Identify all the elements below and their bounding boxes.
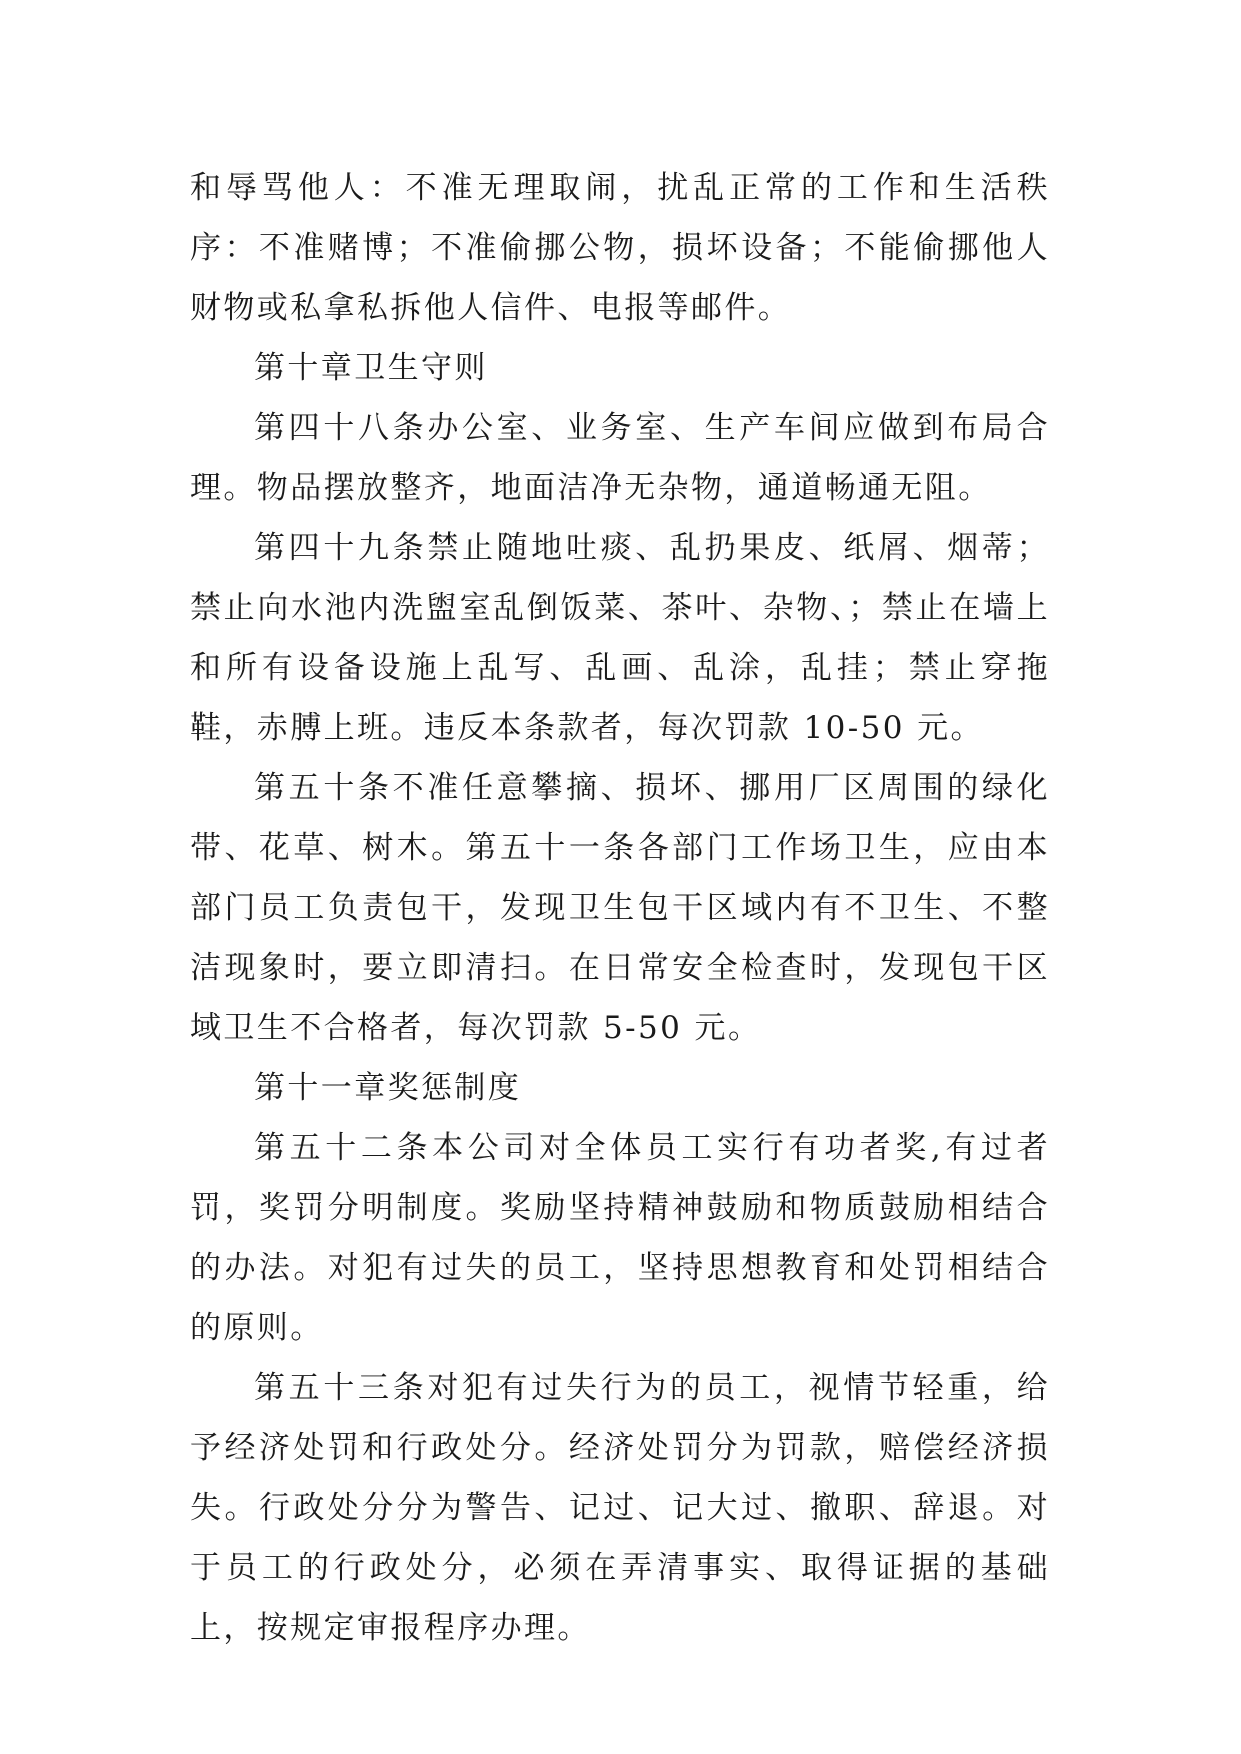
chapter-heading-11: 第十一章奖惩制度 [254, 1070, 522, 1106]
article-50-51: 第五十条不准任意攀摘、损坏、挪用厂区周围的绿化带、花草、树木。第五十一条各部门工作场卫生，应由本部门员工负责包干，发现卫生包干区域内有不卫生、不整洁现象时，要立即清扫。在日常安全检查时，发现包干区域卫生不合格者，每次罚款 5-50 元。 [190, 770, 1050, 1046]
paragraph-continued: 和辱骂他人：不准无理取闹，扰乱正常的工作和生活秩序：不准赌博；不准偷挪公物，损坏设备；不能偷挪他人财物或私拿私拆他人信件、电报等邮件。 [190, 170, 1050, 326]
article-48: 第四十八条办公室、业务室、生产车间应做到布局合理。物品摆放整齐，地面洁净无杂物，通道畅通无阻。 [190, 410, 1050, 506]
article-53: 第五十三条对犯有过失行为的员工，视情节轻重，给予经济处罚和行政处分。经济处罚分为罚款，赔偿经济损失。行政处分分为警告、记过、记大过、撤职、辞退。对于员工的行政处分，必须在弄清事实、取得证据的基础上，按规定审报程序办理。 [190, 1370, 1050, 1646]
document-body [190, 158, 1050, 1658]
article-49: 第四十九条禁止随地吐痰、乱扔果皮、纸屑、烟蒂；禁止向水池内洗盥室乱倒饭菜、茶叶、杂物、；禁止在墙上和所有设备设施上乱写、乱画、乱涂，乱挂；禁止穿拖鞋，赤膊上班。违反本条款者，每次罚款 10-50 元。 [190, 530, 1050, 746]
chapter-heading-10: 第十章卫生守则 [254, 350, 488, 386]
article-52: 第五十二条本公司对全体员工实行有功者奖,有过者罚，奖罚分明制度。奖励坚持精神鼓励和物质鼓励相结合的办法。对犯有过失的员工，坚持思想教育和处罚相结合的原则。 [190, 1130, 1050, 1346]
